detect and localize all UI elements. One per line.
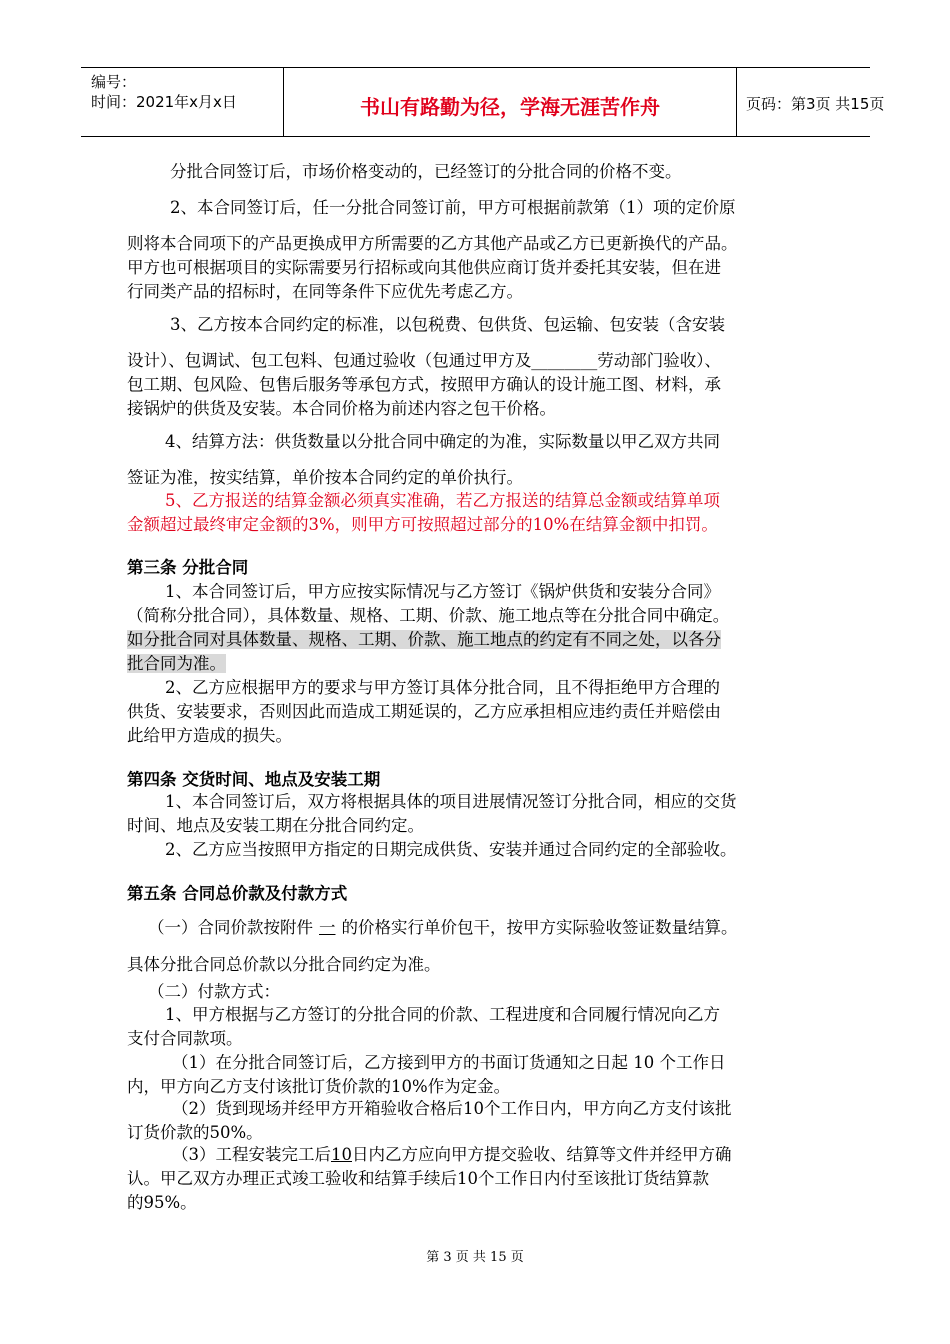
text-fragment: （一）合同价款按附件: [148, 918, 313, 937]
paragraph: 此给甲方造成的损失。: [127, 726, 292, 745]
document-time-label: 时间：2021年x月x日: [91, 93, 237, 111]
paragraph: 具体分批合同总价款以分批合同约定为准。: [127, 955, 441, 974]
paragraph: 行同类产品的招标时，在同等条件下应优先考虑乙方。: [127, 282, 523, 301]
text-fragment: （3）工程安装完工后: [172, 1145, 331, 1164]
highlighted-paragraph: [127, 628, 827, 652]
article-heading: 第四条 交货时间、地点及安装工期: [127, 770, 381, 789]
page-header: [81, 67, 885, 137]
paragraph-with-blank: [148, 916, 848, 940]
paragraph: 分批合同签订后，市场价格变动的，已经签订的分批合同的价格不变。: [170, 162, 682, 181]
paragraph: 2、乙方应根据甲方的要求与甲方签订具体分批合同，且不得拒绝甲方合理的: [165, 678, 720, 697]
paragraph: 的95%。: [127, 1193, 197, 1212]
article-heading: 第五条 合同总价款及付款方式: [127, 884, 348, 903]
paragraph: 3、乙方按本合同约定的标准，以包税费、包供货、包运输、包安装（含安装: [170, 315, 725, 334]
article-heading: 第三条 分批合同: [127, 558, 249, 577]
fill-blank: 一: [319, 918, 336, 937]
page-footer: 第 3 页 共 15 页: [426, 1250, 524, 1265]
red-paragraph: 金额超过最终审定金额的3%，则甲方可按照超过部分的10%在结算金额中扣罚。: [127, 515, 718, 534]
paragraph: 则将本合同项下的产品更换成甲方所需要的乙方其他产品或乙方已更新换代的产品。: [127, 234, 738, 253]
paragraph: 供货、安装要求，否则因此而造成工期延误的，乙方应承担相应违约责任并赔偿由: [127, 702, 721, 721]
highlighted-paragraph: [127, 652, 827, 676]
paragraph: （2）货到现场并经甲方开箱验收合格后10个工作日内，甲方向乙方支付该批: [172, 1099, 732, 1118]
paragraph: 2、乙方应当按照甲方指定的日期完成供货、安装并通过合同约定的全部验收。: [165, 840, 737, 859]
text-fragment: 的价格实行单价包干，按甲方实际验收签证数量结算。: [341, 918, 738, 937]
paragraph: 支付合同款项。: [127, 1029, 243, 1048]
paragraph: 1、本合同签订后，双方将根据具体的项目进展情况签订分批合同，相应的交货: [165, 792, 737, 811]
text-fragment: 设计）、包调试、包工包料、包通过验收（包通过甲方及: [127, 351, 532, 370]
paragraph: 包工期、包风险、包售后服务等承包方式，按照甲方确认的设计施工图、材料，承: [127, 375, 721, 394]
header-middle-cell: [283, 68, 737, 136]
paragraph: 订货价款的50%。: [127, 1123, 263, 1142]
highlighted-text: 批合同为准。: [127, 654, 226, 673]
header-motto: 书山有路勤为径，学海无涯苦作舟: [360, 95, 660, 119]
paragraph: 4、结算方法：供货数量以分批合同中确定的为准，实际数量以甲乙双方共同: [165, 432, 720, 451]
paragraph: （简称分批合同），具体数量、规格、工期、价款、施工地点等在分批合同中确定。: [127, 606, 730, 625]
paragraph: 认。甲乙双方办理正式竣工验收和结算手续后10个工作日内付至该批订货结算款: [127, 1169, 709, 1188]
paragraph: 内，甲方向乙方支付该批订货价款的10%作为定金。: [127, 1077, 511, 1096]
red-paragraph: 5、乙方报送的结算金额必须真实准确，若乙方报送的结算总金额或结算单项: [165, 491, 720, 510]
paragraph-with-blank: [172, 1143, 872, 1167]
header-page-info: 页码：第3页 共15页: [746, 95, 885, 113]
paragraph: 1、本合同签订后，甲方应按实际情况与乙方签订《锅炉供货和安装分合同》: [165, 582, 720, 601]
text-fragment: 劳动部门验收）、: [597, 351, 721, 370]
fill-blank: 10: [331, 1145, 352, 1164]
paragraph: （二）付款方式：: [148, 982, 280, 1001]
header-left-cell: [81, 68, 283, 136]
paragraph-with-blank: [127, 349, 827, 373]
text-fragment: 日内乙方应向甲方提交验收、结算等文件并经甲方确: [352, 1145, 732, 1164]
document-number-label: 编号：: [91, 73, 137, 91]
header-right-cell: [736, 68, 885, 136]
paragraph: 时间、地点及安装工期在分批合同约定。: [127, 816, 424, 835]
highlighted-text: 如分批合同对具体数量、规格、工期、价款、施工地点的约定有不同之处，以各分: [127, 630, 721, 649]
fill-blank: ________: [531, 351, 598, 370]
paragraph: 2、本合同签订后，任一分批合同签订前，甲方可根据前款第（1）项的定价原: [170, 198, 736, 217]
paragraph: （1）在分批合同签订后，乙方接到甲方的书面订货通知之日起 10 个工作日: [172, 1053, 726, 1072]
paragraph: 接锅炉的供货及安装。本合同价格为前述内容之包干价格。: [127, 399, 556, 418]
paragraph: 1、甲方根据与乙方签订的分批合同的价款、工程进度和合同履行情况向乙方: [165, 1005, 720, 1024]
paragraph: 签证为准，按实结算，单价按本合同约定的单价执行。: [127, 468, 523, 487]
paragraph: 甲方也可根据项目的实际需要另行招标或向其他供应商订货并委托其安装，但在进: [127, 258, 721, 277]
